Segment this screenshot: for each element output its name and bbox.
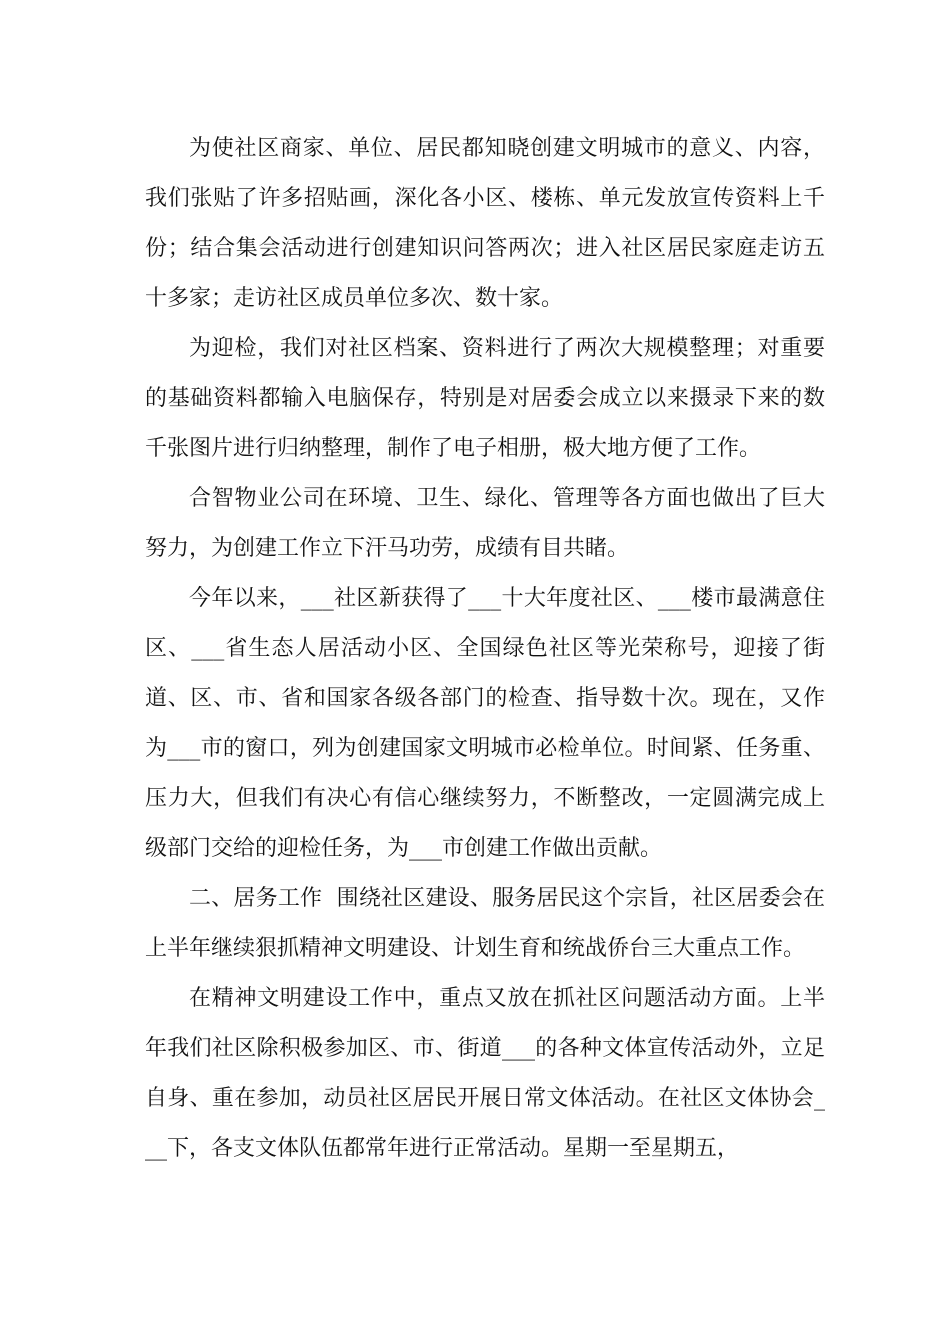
document-body: [145, 124, 825, 1174]
paragraph-5: 二、居务工作 围绕社区建设、服务居民这个宗旨，社区居委会在上半年继续狠抓精神文明建设、计划生育和统战侨台三大重点工作。: [145, 886, 825, 961]
paragraph-2: 为迎检，我们对社区档案、资料进行了两次大规模整理；对重要的基础资料都输入电脑保存，特别是对居委会成立以来摄录下来的数千张图片进行归纳整理，制作了电子相册，极大地方便了工作。: [145, 336, 825, 461]
paragraph-1: 为使社区商家、单位、居民都知晓创建文明城市的意义、内容，我们张贴了许多招贴画，深化各小区、楼栋、单元发放宣传资料上千份；结合集会活动进行创建知识问答两次；进入社区居民家庭走访五十多家；走访社区成员单位多次、数十家。: [145, 136, 825, 311]
paragraph-6: 在精神文明建设工作中，重点又放在抓社区问题活动方面。上半年我们社区除积极参加区、市、街道___的各种文体宣传活动外，立足自身、重在参加，动员社区居民开展日常文体活动。在社区文体协会___下，各支文体队伍都常年进行正常活动。星期一至星期五，: [145, 986, 825, 1161]
paragraph-4: 今年以来，___社区新获得了___十大年度社区、___楼市最满意住区、___省生态人居活动小区、全国绿色社区等光荣称号，迎接了街道、区、市、省和国家各级各部门的检查、指导数十次。现在，又作为___市的窗口，列为创建国家文明城市必检单位。时间紧、任务重、压力大，但我们有决心有信心继续努力，不断整改，一定圆满完成上级部门交给的迎检任务，为___市创建工作做出贡献。: [145, 586, 825, 861]
paragraph-3: 合智物业公司在环境、卫生、绿化、管理等各方面也做出了巨大努力，为创建工作立下汗马功劳，成绩有目共睹。: [145, 486, 825, 561]
